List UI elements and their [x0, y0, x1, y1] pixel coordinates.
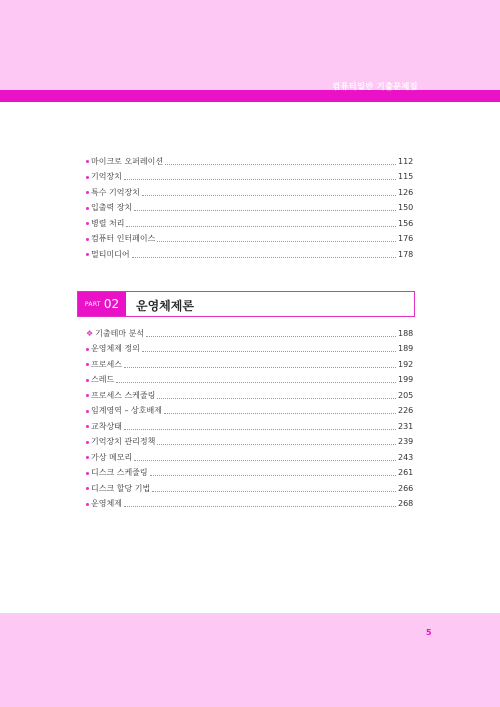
- toc-page: 189: [398, 344, 414, 354]
- toc-row[interactable]: [86, 216, 412, 232]
- toc-list-top: [86, 154, 412, 263]
- toc-row[interactable]: [86, 497, 412, 513]
- page-number: 5: [426, 628, 432, 637]
- toc-row[interactable]: [86, 481, 412, 497]
- toc-row[interactable]: [86, 373, 412, 389]
- toc-row[interactable]: [86, 435, 412, 451]
- dot-leader: [134, 205, 396, 211]
- toc-page: 205: [398, 390, 414, 400]
- toc-label: 기억장치 관리정책: [91, 437, 156, 447]
- toc-page: 178: [398, 249, 414, 259]
- toc-row[interactable]: [86, 326, 412, 342]
- toc-label: 마이크로 오퍼레이션: [91, 156, 164, 166]
- part-tab: [78, 292, 126, 316]
- toc-label: 프로세스: [91, 359, 122, 369]
- toc-label: 특수 기억장치: [91, 187, 140, 197]
- toc-label: 기출테마 분석: [95, 328, 145, 338]
- toc-page: 176: [398, 234, 414, 244]
- toc-label: 병렬 처리: [91, 218, 125, 228]
- toc-label: 스레드: [91, 375, 115, 385]
- toc-row[interactable]: [86, 154, 412, 170]
- toc-page: 268: [398, 499, 414, 509]
- dot-leader: [134, 455, 396, 461]
- bullet-icon: [86, 207, 89, 210]
- toc-row[interactable]: [86, 247, 412, 263]
- toc-page: 112: [398, 156, 414, 166]
- toc-row[interactable]: [86, 185, 412, 201]
- toc-page: 243: [398, 452, 414, 462]
- part-title: 운영체제론: [136, 299, 194, 313]
- dot-leader: [124, 501, 396, 507]
- toc-label: 임계영역 – 상호배제: [91, 406, 162, 416]
- part-header: [77, 291, 415, 317]
- toc-page: 188: [398, 328, 414, 338]
- toc-row[interactable]: [86, 170, 412, 186]
- toc-label: 프로세스 스케줄링: [91, 390, 156, 400]
- dot-leader: [150, 470, 396, 476]
- toc-label: 디스크 스케줄링: [91, 468, 148, 478]
- bullet-icon: [86, 425, 89, 428]
- bullet-icon: [86, 222, 89, 225]
- bullet-icon: [86, 487, 89, 490]
- dot-leader: [165, 159, 396, 165]
- toc-label: 멀티미디어: [91, 249, 130, 259]
- toc-row[interactable]: [86, 201, 412, 217]
- dot-leader: [124, 362, 396, 368]
- toc-row[interactable]: [86, 357, 412, 373]
- dot-leader: [164, 408, 396, 414]
- dot-leader: [132, 252, 396, 258]
- toc-label: 디스크 할당 기법: [91, 483, 151, 493]
- header-stripe: [0, 90, 500, 102]
- dot-leader: [116, 377, 396, 383]
- toc-page: 226: [398, 406, 414, 416]
- toc-page: 261: [398, 468, 414, 478]
- bullet-icon: [86, 348, 89, 351]
- bullet-icon: [86, 410, 89, 413]
- toc-page: 115: [398, 172, 414, 182]
- toc-label: 교착상태: [91, 421, 122, 431]
- dot-leader: [126, 221, 396, 227]
- toc-list-part: [86, 326, 412, 512]
- footer-band: [0, 613, 500, 707]
- bullet-icon: [86, 253, 89, 256]
- dot-leader: [157, 236, 396, 242]
- toc-label: 입출력 장치: [91, 203, 133, 213]
- diamond-icon: ❖: [86, 328, 94, 338]
- toc-row[interactable]: [86, 466, 412, 482]
- toc-label: 컴퓨터 인터페이스: [91, 234, 156, 244]
- bullet-icon: [86, 363, 89, 366]
- bullet-icon: [86, 472, 89, 475]
- toc-row[interactable]: [86, 232, 412, 248]
- toc-page: 156: [398, 218, 414, 228]
- toc-page: 239: [398, 437, 414, 447]
- bullet-icon: [86, 503, 89, 506]
- toc-label: 가상 메모리: [91, 452, 133, 462]
- bullet-icon: [86, 456, 89, 459]
- bullet-icon: [86, 191, 89, 194]
- dot-leader: [157, 439, 396, 445]
- dot-leader: [124, 424, 396, 430]
- bullet-icon: [86, 394, 89, 397]
- toc-label: 운영체제 정의: [91, 344, 140, 354]
- header-band: [0, 0, 500, 90]
- dot-leader: [124, 174, 396, 180]
- toc-page: 231: [398, 421, 414, 431]
- dot-leader: [157, 393, 396, 399]
- part-number: 02: [103, 297, 120, 311]
- toc-page: 150: [398, 203, 414, 213]
- part-word: PART: [84, 300, 101, 308]
- bullet-icon: [86, 441, 89, 444]
- dot-leader: [142, 190, 396, 196]
- toc-row[interactable]: [86, 388, 412, 404]
- toc-label: 기억장치: [91, 172, 122, 182]
- dot-leader: [146, 331, 396, 337]
- toc-row[interactable]: [86, 342, 412, 358]
- bullet-icon: [86, 379, 89, 382]
- bullet-icon: [86, 160, 89, 163]
- bullet-icon: [86, 238, 89, 241]
- toc-row[interactable]: [86, 419, 412, 435]
- dot-leader: [142, 346, 396, 352]
- toc-row[interactable]: [86, 450, 412, 466]
- toc-label: 운영체제: [91, 499, 122, 509]
- bullet-icon: [86, 176, 89, 179]
- toc-page: 192: [398, 359, 414, 369]
- toc-page: 199: [398, 375, 414, 385]
- toc-page: 126: [398, 187, 414, 197]
- dot-leader: [152, 486, 396, 492]
- book-title: 컴퓨터일반 기출문제집: [332, 82, 418, 91]
- toc-row[interactable]: [86, 404, 412, 420]
- toc-page: 266: [398, 483, 414, 493]
